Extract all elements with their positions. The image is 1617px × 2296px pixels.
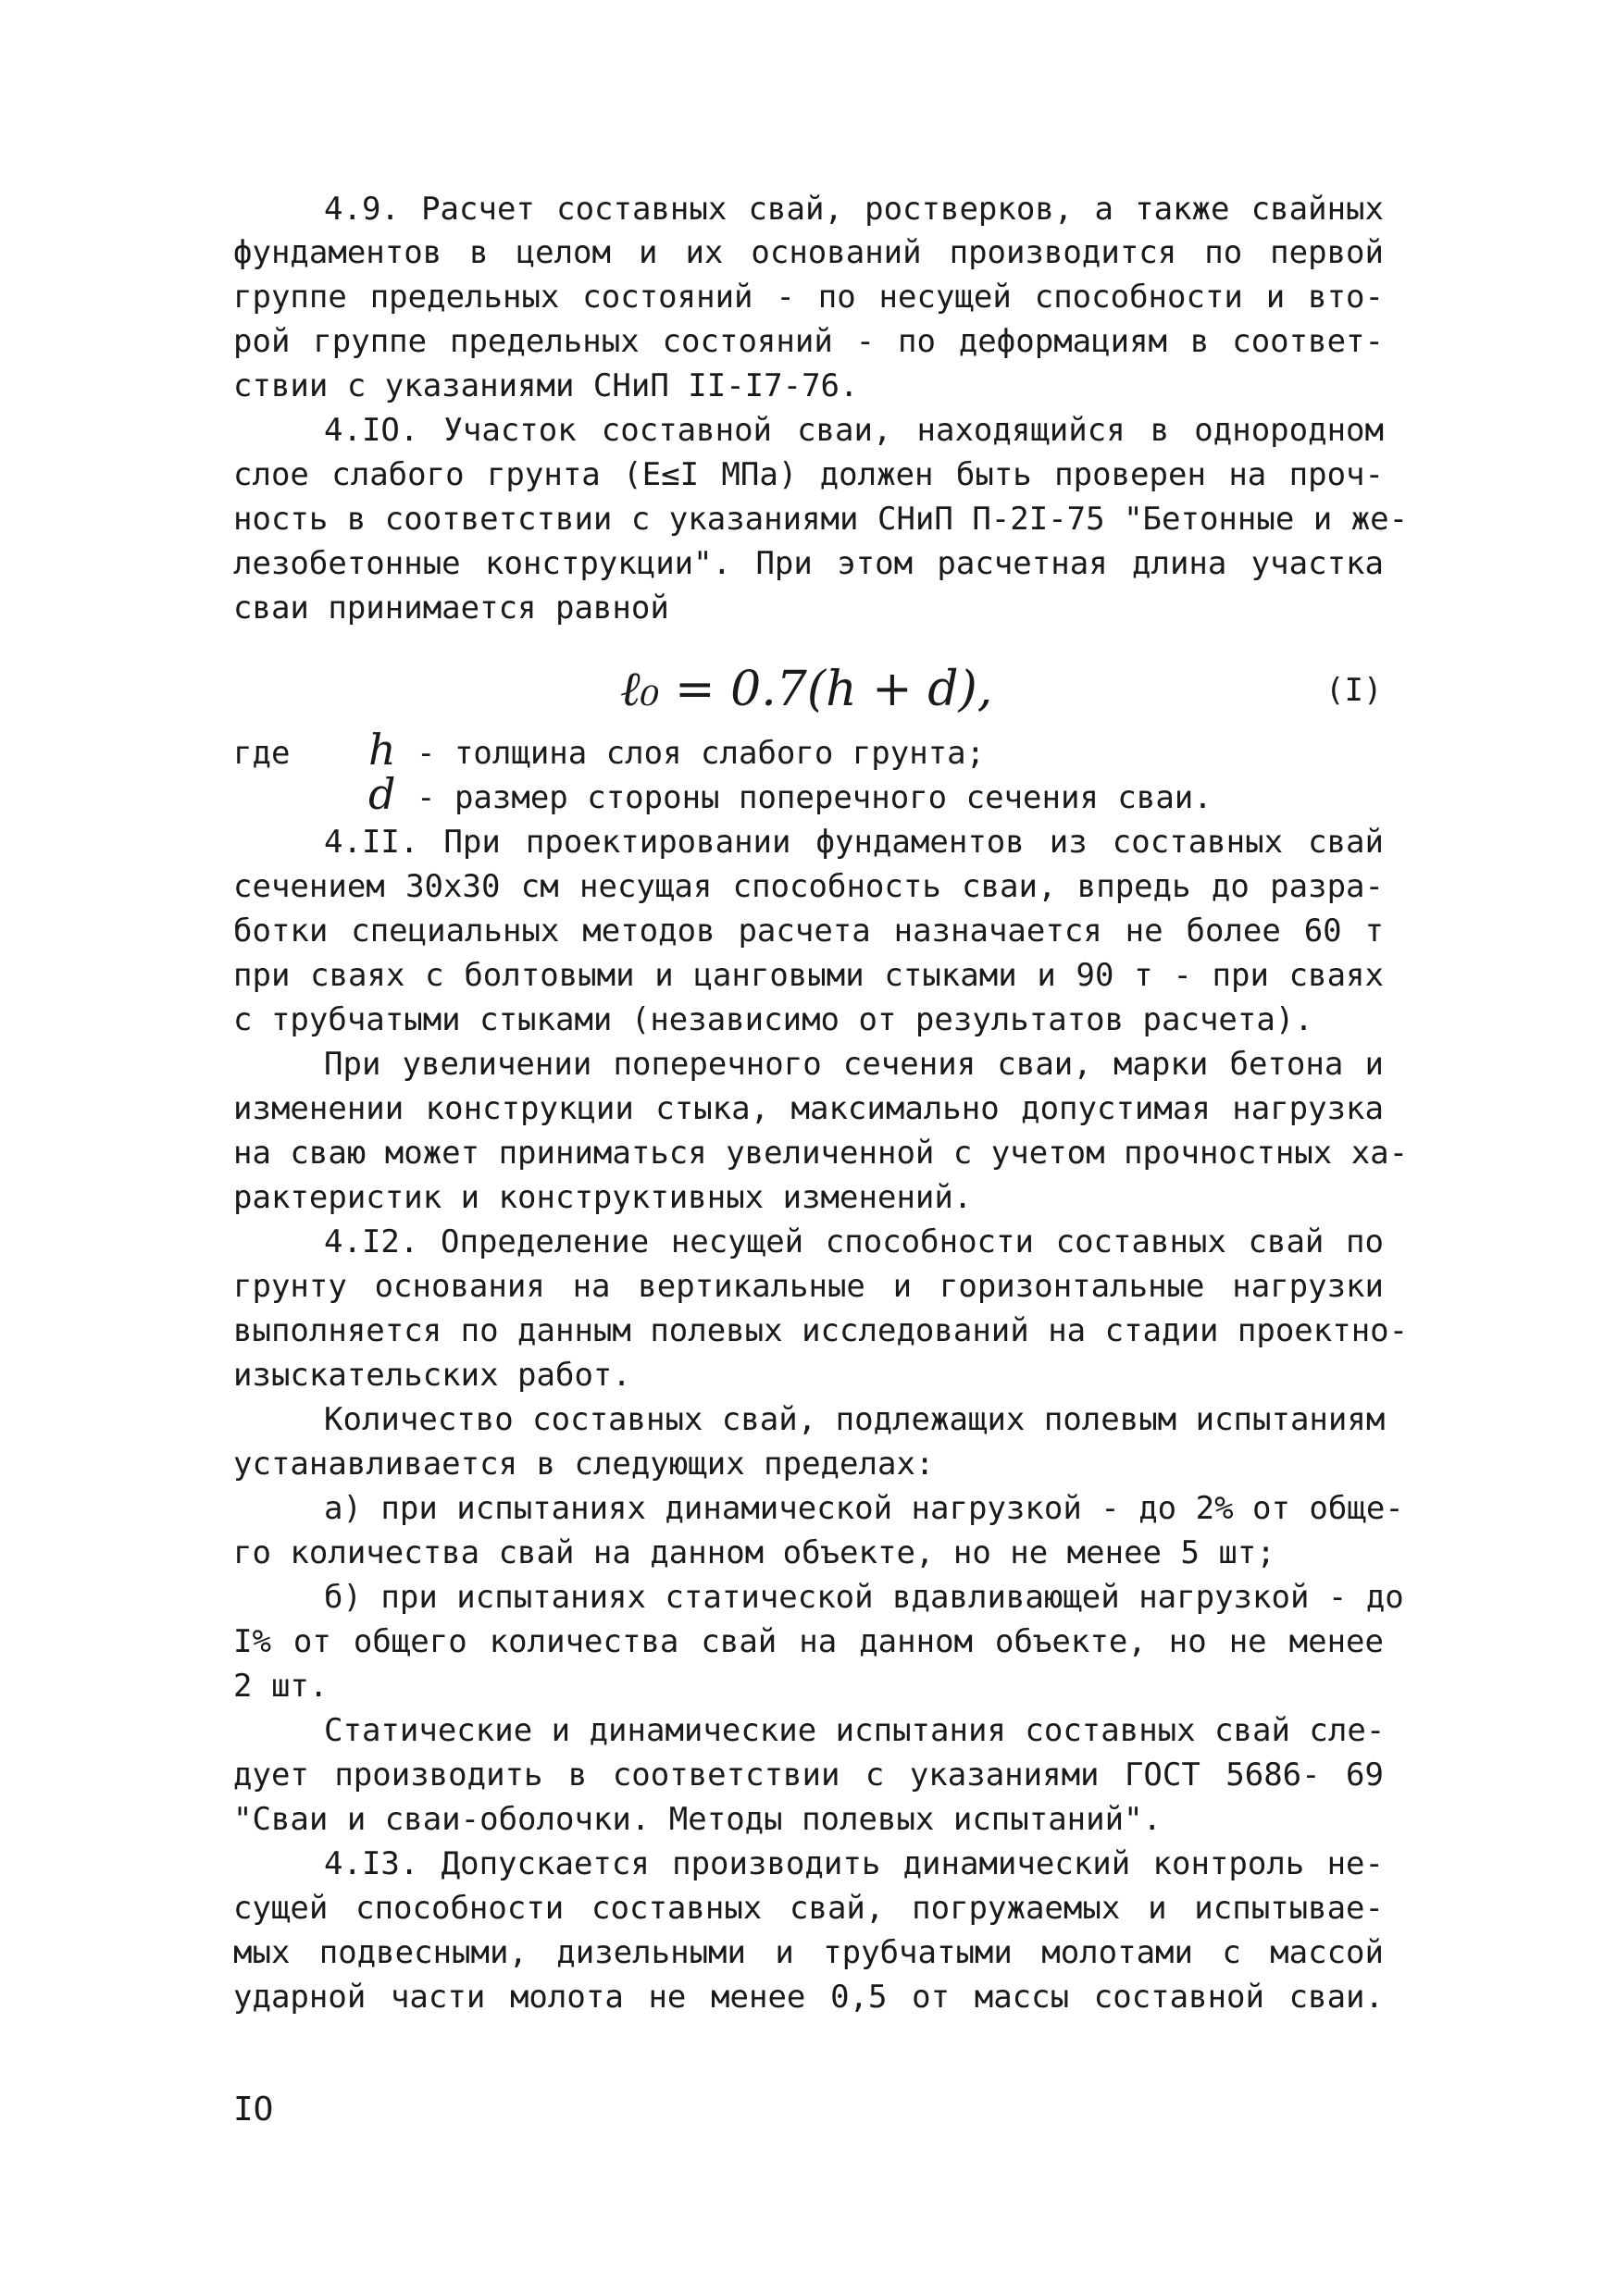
para-4-10-line-2: слое слабого грунта (Е≤I МПа) должен быть проверен на проч- (233, 456, 1384, 493)
para-quantity-line-1: Количество составных свай, подлежащих полевым испытаниям (324, 1401, 1386, 1438)
item-a-line-1: а) при испытаниях динамической нагрузкой - до 2% от обще- (324, 1490, 1404, 1527)
item-a-line-2: го количества свай на данном объекте, но не менее 5 шт; (233, 1534, 1275, 1571)
para-increase-line-4: рактеристик и конструктивных изменений. (233, 1179, 973, 1216)
para-4-12-line-4: изыскательских работ. (233, 1357, 631, 1394)
para-quantity-line-2: устанавливается в следующих пределах: (233, 1446, 935, 1483)
para-4-11-line-3: ботки специальных методов расчета назначается не более 60 т (233, 912, 1384, 949)
para-4-10-line-1: 4.IO. Участок составной сваи, находящийся в однородном (324, 412, 1384, 449)
where-symbol-h: h (368, 725, 396, 775)
item-b-line-3: 2 шт. (233, 1668, 329, 1705)
para-4-12-line-1: 4.I2. Определение несущей способности составных свай по (324, 1223, 1384, 1260)
para-4-10-line-5: сваи принимается равной (233, 590, 669, 627)
where-label: где (233, 735, 291, 772)
para-4-11-line-5: с трубчатыми стыками (независимо от результатов расчета). (233, 1001, 1313, 1038)
where-def-d: - размер стороны поперечного сечения сваи. (417, 779, 1213, 816)
para-4-11-line-4: при сваях с болтовыми и цанговыми стыками и 90 т - при сваях (233, 957, 1384, 994)
page-number: IO (233, 2091, 274, 2128)
item-b-line-2: I% от общего количества свай на данном объекте, но не менее (233, 1623, 1384, 1660)
para-4-13-line-4: ударной части молота не менее 0,5 от массы составной сваи. (233, 1979, 1384, 2016)
item-b-line-1: б) при испытаниях статической вдавливающей нагрузкой - до (324, 1579, 1404, 1616)
para-4-13-line-2: сущей способности составных свай, погружаемых и испытывае- (233, 1890, 1384, 1927)
para-4-9-line-5: ствии с указаниями СНиП II-I7-76. (233, 367, 859, 404)
formula-1: ℓ₀ = 0.7(h + d), (620, 662, 993, 717)
para-4-13-line-1: 4.I3. Допускается производить динамический контроль не- (324, 1845, 1384, 1882)
where-symbol-d: d (368, 769, 396, 819)
para-4-9-line-4: рой группе предельных состояний - по деформациям в соответ- (233, 323, 1384, 360)
para-tests-line-1: Статические и динамические испытания составных свай сле- (324, 1712, 1386, 1749)
formula-number: (I) (1325, 672, 1383, 709)
para-tests-line-3: "Сваи и сваи-оболочки. Методы полевых испытаний". (233, 1801, 1163, 1838)
para-increase-line-3: на сваю может приниматься увеличенной с учетом прочностных ха- (233, 1135, 1409, 1172)
para-increase-line-2: изменении конструкции стыка, максимально допустимая нагрузка (233, 1090, 1384, 1127)
para-4-9-line-3: группе предельных состояний - по несущей способности и вто- (233, 279, 1384, 316)
para-4-9-line-2: фундаментов в целом и их оснований производится по первой (233, 234, 1384, 271)
para-4-12-line-3: выполняется по данным полевых исследований на стадии проектно- (233, 1312, 1409, 1349)
para-4-11-line-2: сечением 30х30 см несущая способность сваи, впредь до разра- (233, 868, 1384, 905)
para-4-13-line-3: мых подвесными, дизельными и трубчатыми молотами с массой (233, 1934, 1384, 1971)
para-4-12-line-2: грунту основания на вертикальные и горизонтальные нагрузки (233, 1268, 1384, 1305)
para-4-11-line-1: 4.II. При проектировании фундаментов из составных свай (324, 824, 1384, 861)
where-def-h: - толщина слоя слабого грунта; (417, 735, 986, 772)
para-4-10-line-4: лезобетонные конструкции". При этом расчетная длина участка (233, 545, 1384, 582)
para-4-9-line-1: 4.9. Расчет составных свай, ростверков, а также свайных (324, 191, 1384, 228)
para-4-10-line-3: ность в соответствии с указаниями СНиП П-2I-75 "Бетонные и же- (233, 501, 1409, 538)
para-tests-line-2: дует производить в соответствии с указаниями ГОСТ 5686- 69 (233, 1756, 1384, 1793)
para-increase-line-1: При увеличении поперечного сечения сваи, марки бетона и (324, 1046, 1384, 1083)
